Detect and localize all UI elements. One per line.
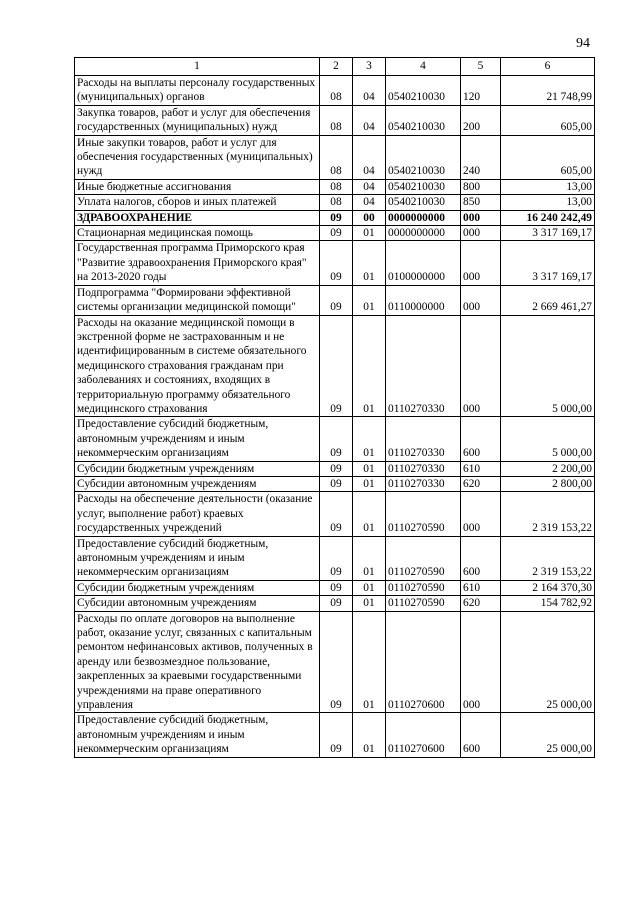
- table-row: [75, 492, 595, 536]
- row-subsection-cell: 01: [353, 417, 386, 461]
- budget-table: [74, 57, 595, 758]
- table-row: [75, 285, 595, 315]
- row-subsection-cell: 01: [353, 580, 386, 595]
- row-name-cell: Субсидии бюджетным учреждениям: [75, 461, 320, 476]
- row-expense-type-cell: 000: [461, 492, 501, 536]
- row-target-article-cell: 0110270330: [386, 417, 461, 461]
- row-section-cell: 09: [320, 285, 353, 315]
- table-row: [75, 417, 595, 461]
- row-target-article-cell: 0110270590: [386, 536, 461, 580]
- row-expense-type-cell: 600: [461, 417, 501, 461]
- row-section-cell: 09: [320, 713, 353, 757]
- row-name-cell: Иные бюджетные ассигнования: [75, 179, 320, 194]
- row-amount-cell: 605,00: [501, 105, 595, 135]
- row-expense-type-cell: 600: [461, 713, 501, 757]
- row-section-cell: 09: [320, 226, 353, 241]
- row-name-cell: Расходы на обеспечение деятельности (оказание услуг, выполнение работ) краевых государственных учреждений: [75, 492, 320, 536]
- row-name-cell: Предоставление субсидий бюджетным, автономным учреждениям и иным некоммерческим организациям: [75, 417, 320, 461]
- row-target-article-cell: 0000000000: [386, 226, 461, 241]
- row-amount-cell: 154 782,92: [501, 596, 595, 611]
- row-section-cell: 09: [320, 315, 353, 417]
- row-amount-cell: 5 000,00: [501, 417, 595, 461]
- row-name-cell: Субсидии бюджетным учреждениям: [75, 580, 320, 595]
- row-amount-cell: 25 000,00: [501, 713, 595, 757]
- row-amount-cell: 2 319 153,22: [501, 492, 595, 536]
- row-section-cell: 09: [320, 536, 353, 580]
- row-target-article-cell: 0540210030: [386, 179, 461, 194]
- table-row: [75, 76, 595, 106]
- row-target-article-cell: 0110270330: [386, 476, 461, 491]
- table-row: [75, 226, 595, 241]
- table-row: [75, 195, 595, 210]
- table-row: [75, 596, 595, 611]
- table-row: [75, 580, 595, 595]
- row-name-cell: Расходы на выплаты персоналу государственных (муниципальных) органов: [75, 76, 320, 106]
- row-subsection-cell: 04: [353, 179, 386, 194]
- row-subsection-cell: 01: [353, 536, 386, 580]
- table-row: [75, 461, 595, 476]
- table-header-row: [75, 58, 595, 76]
- row-target-article-cell: 0540210030: [386, 135, 461, 179]
- row-name-cell: Иные закупки товаров, работ и услуг для обеспечения государственных (муниципальных) нужд: [75, 135, 320, 179]
- row-section-cell: 09: [320, 580, 353, 595]
- row-section-cell: 08: [320, 195, 353, 210]
- table-row: [75, 179, 595, 194]
- table-row: [75, 241, 595, 285]
- row-amount-cell: 13,00: [501, 179, 595, 194]
- row-name-cell: Субсидии автономным учреждениям: [75, 476, 320, 491]
- row-section-cell: 08: [320, 76, 353, 106]
- row-section-cell: 08: [320, 179, 353, 194]
- row-section-cell: 09: [320, 492, 353, 536]
- row-subsection-cell: 01: [353, 611, 386, 713]
- table-row: [75, 611, 595, 713]
- row-section-cell: 09: [320, 461, 353, 476]
- row-target-article-cell: 0540210030: [386, 195, 461, 210]
- row-expense-type-cell: 120: [461, 76, 501, 106]
- row-target-article-cell: 0110270590: [386, 580, 461, 595]
- row-name-cell: Предоставление субсидий бюджетным, автономным учреждениям и иным некоммерческим организациям: [75, 713, 320, 757]
- row-subsection-cell: 01: [353, 226, 386, 241]
- row-subsection-cell: 01: [353, 285, 386, 315]
- row-name-cell: Уплата налогов, сборов и иных платежей: [75, 195, 320, 210]
- row-expense-type-cell: 620: [461, 476, 501, 491]
- row-expense-type-cell: 000: [461, 226, 501, 241]
- row-subsection-cell: 01: [353, 315, 386, 417]
- row-amount-cell: 2 319 153,22: [501, 536, 595, 580]
- table-row: [75, 536, 595, 580]
- row-expense-type-cell: 600: [461, 536, 501, 580]
- row-name-cell: Расходы на оказание медицинской помощи в экстренной форме не застрахованным и не идентифицированным в системе обязательного медицинского страхования гражданам при заболеваниях и состояниях, входящих в территориальную программу обязательного медицинского страхования: [75, 315, 320, 417]
- row-section-cell: 09: [320, 611, 353, 713]
- row-target-article-cell: 0110270590: [386, 596, 461, 611]
- row-target-article-cell: 0540210030: [386, 105, 461, 135]
- row-subsection-cell: 01: [353, 596, 386, 611]
- row-subsection-cell: 01: [353, 713, 386, 757]
- row-subsection-cell: 01: [353, 241, 386, 285]
- table-row: [75, 476, 595, 491]
- table-row: [75, 105, 595, 135]
- row-subsection-cell: 01: [353, 461, 386, 476]
- row-expense-type-cell: 000: [461, 611, 501, 713]
- row-expense-type-cell: 000: [461, 315, 501, 417]
- row-section-cell: 09: [320, 417, 353, 461]
- row-section-cell: 09: [320, 596, 353, 611]
- row-subsection-cell: 04: [353, 135, 386, 179]
- row-expense-type-cell: 000: [461, 285, 501, 315]
- row-expense-type-cell: 000: [461, 210, 501, 225]
- row-amount-cell: 2 669 461,27: [501, 285, 595, 315]
- row-name-cell: Подпрограмма "Формировани эффективной системы организации медицинской помощи": [75, 285, 320, 315]
- row-target-article-cell: 0110270600: [386, 611, 461, 713]
- table-row: [75, 315, 595, 417]
- row-amount-cell: 13,00: [501, 195, 595, 210]
- header-col-1: 1: [75, 58, 320, 76]
- row-section-cell: 08: [320, 105, 353, 135]
- row-expense-type-cell: 000: [461, 241, 501, 285]
- row-target-article-cell: 0110270590: [386, 492, 461, 536]
- row-amount-cell: 2 800,00: [501, 476, 595, 491]
- row-target-article-cell: 0110270330: [386, 315, 461, 417]
- row-expense-type-cell: 800: [461, 179, 501, 194]
- row-amount-cell: 605,00: [501, 135, 595, 179]
- row-expense-type-cell: 850: [461, 195, 501, 210]
- row-amount-cell: 21 748,99: [501, 76, 595, 106]
- table-row: [75, 135, 595, 179]
- row-expense-type-cell: 620: [461, 596, 501, 611]
- row-subsection-cell: 04: [353, 76, 386, 106]
- row-subsection-cell: 01: [353, 476, 386, 491]
- row-subsection-cell: 00: [353, 210, 386, 225]
- row-subsection-cell: 01: [353, 492, 386, 536]
- header-col-3: 3: [353, 58, 386, 76]
- row-section-cell: 09: [320, 210, 353, 225]
- header-col-6: 6: [501, 58, 595, 76]
- row-name-cell: Государственная программа Приморского края "Развитие здравоохранения Приморского края" на 2013-2020 годы: [75, 241, 320, 285]
- row-expense-type-cell: 610: [461, 580, 501, 595]
- row-amount-cell: 5 000,00: [501, 315, 595, 417]
- row-name-cell: Закупка товаров, работ и услуг для обеспечения государственных (муниципальных) нужд: [75, 105, 320, 135]
- row-target-article-cell: 0110270600: [386, 713, 461, 757]
- header-col-5: 5: [461, 58, 501, 76]
- row-amount-cell: 2 200,00: [501, 461, 595, 476]
- row-section-cell: 08: [320, 135, 353, 179]
- row-amount-cell: 2 164 370,30: [501, 580, 595, 595]
- row-expense-type-cell: 240: [461, 135, 501, 179]
- row-name-cell: ЗДРАВООХРАНЕНИЕ: [75, 210, 320, 225]
- row-amount-cell: 3 317 169,17: [501, 226, 595, 241]
- row-name-cell: Расходы по оплате договоров на выполнение работ, оказание услуг, связанных с капитальным ремонтом нефинансовых активов, полученных в аренду или безвозмездное пользование, закрепленных за краевыми государственными учреждениями на праве оперативного управления: [75, 611, 320, 713]
- table-row: [75, 210, 595, 225]
- row-target-article-cell: 0540210030: [386, 76, 461, 106]
- row-target-article-cell: 0110000000: [386, 285, 461, 315]
- header-col-2: 2: [320, 58, 353, 76]
- row-target-article-cell: 0110270330: [386, 461, 461, 476]
- row-section-cell: 09: [320, 476, 353, 491]
- row-target-article-cell: 0100000000: [386, 241, 461, 285]
- header-col-4: 4: [386, 58, 461, 76]
- row-subsection-cell: 04: [353, 105, 386, 135]
- table-body: [75, 76, 595, 758]
- page-number: 94: [576, 36, 590, 51]
- row-section-cell: 09: [320, 241, 353, 285]
- row-amount-cell: 16 240 242,49: [501, 210, 595, 225]
- row-expense-type-cell: 200: [461, 105, 501, 135]
- table-row: [75, 713, 595, 757]
- row-name-cell: Субсидии автономным учреждениям: [75, 596, 320, 611]
- row-name-cell: Предоставление субсидий бюджетным, автономным учреждениям и иным некоммерческим организациям: [75, 536, 320, 580]
- row-amount-cell: 25 000,00: [501, 611, 595, 713]
- row-expense-type-cell: 610: [461, 461, 501, 476]
- row-subsection-cell: 04: [353, 195, 386, 210]
- row-amount-cell: 3 317 169,17: [501, 241, 595, 285]
- row-name-cell: Стационарная медицинская помощь: [75, 226, 320, 241]
- row-target-article-cell: 0000000000: [386, 210, 461, 225]
